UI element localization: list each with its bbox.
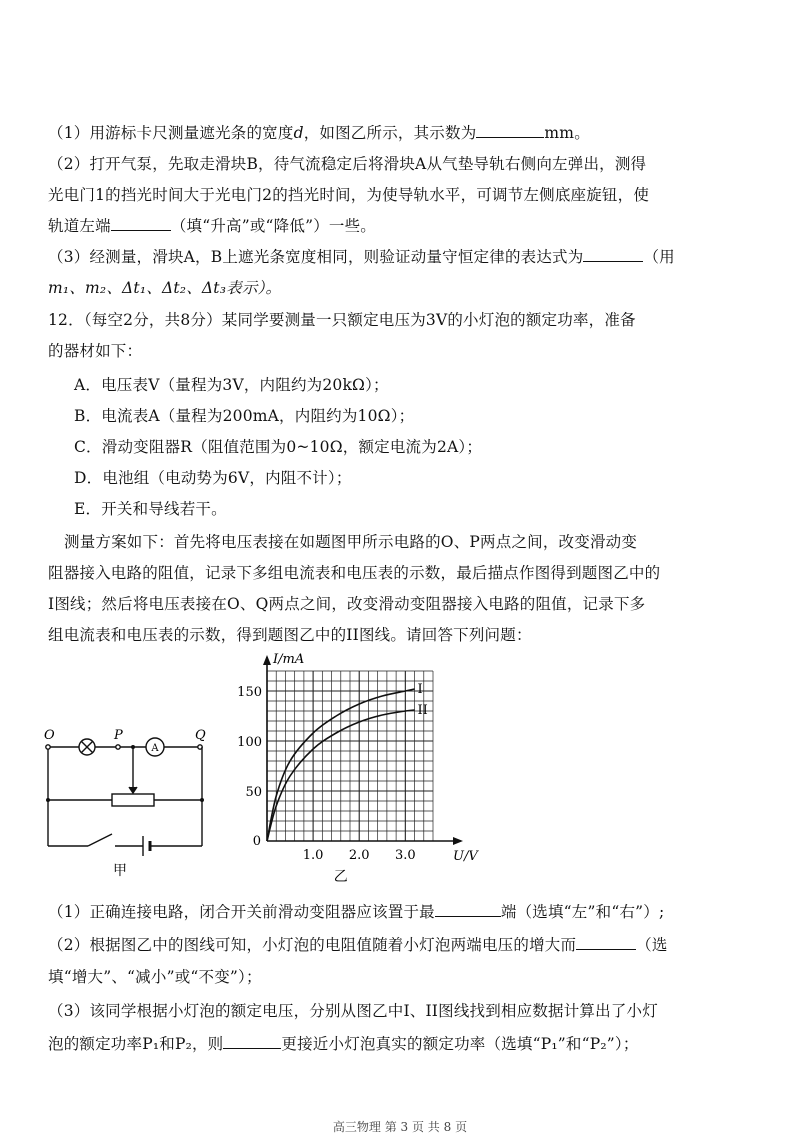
q11-part2-line1: （2）打开气泵，先取走滑块B，待气流稳定后将滑块A从气垫导轨右侧向左弹出，测得: [48, 155, 647, 173]
equipment-item: D．电池组（电动势为6V，内阻不计）；: [74, 469, 352, 487]
chart-labels: [237, 652, 479, 885]
answer-blank[interactable]: [583, 246, 643, 262]
series-label-2: II: [417, 703, 428, 718]
label-q: Q: [195, 728, 206, 743]
answer-blank[interactable]: [435, 901, 501, 917]
equipment-item: E．开关和导线若干。: [74, 500, 227, 518]
q12-sub3-line1: （3）该同学根据小灯泡的额定电压，分别从图乙中I、II图线找到相应数据计算出了小灯: [48, 1002, 658, 1020]
q12-sub1: [48, 901, 768, 923]
text: （用: [643, 248, 675, 266]
series-label-1: I: [417, 682, 423, 697]
scheme-line1: 测量方案如下：首先将电压表接在如题图甲所示电路的O、P两点之间，改变滑动变: [64, 533, 638, 551]
text: 轨道左端: [48, 217, 111, 235]
equipment-item: C．滑动变阻器R（阻值范围为0~10Ω，额定电流为2A）；: [74, 438, 483, 456]
x-tick-label: 3.0: [394, 848, 416, 863]
figure-caption-yi: 乙: [333, 869, 348, 885]
y-axis-label: I/mA: [273, 652, 305, 667]
q11-part2-line2: 光电门1的挡光时间大于光电门2的挡光时间，为使导轨水平，可调节左侧底座旋钮，使: [48, 186, 650, 204]
q12-intro-line2: 的器材如下：: [48, 342, 143, 360]
q11-part3-line2: m₁、m₂、Δt₁、Δt₂、Δt₃表示）。: [48, 279, 282, 297]
q12-sub2-line1: [48, 934, 768, 956]
q11-part1: [48, 122, 768, 144]
text: （2）根据图乙中的图线可知，小灯泡的电阻值随着小灯泡两端电压的增大而: [48, 936, 577, 954]
answer-blank[interactable]: [476, 122, 544, 138]
text: （选: [636, 936, 668, 954]
q11-part3-line1: [48, 246, 768, 268]
scheme-line2: 阻器接入电路的阻值，记录下多组电流表和电压表的示数，最后描点作图得到题图乙中的: [48, 564, 661, 582]
iu-chart: [225, 645, 495, 885]
scheme-line4: 组电流表和电压表的示数，得到题图乙中的II图线。请回答下列问题：: [48, 626, 532, 644]
x-tick-label: 2.0: [348, 848, 370, 863]
terminal-o: [46, 745, 50, 749]
q12-intro-line1: 12．（每空2分，共8分）某同学要测量一只额定电压为3V的小灯泡的额定功率，准备: [48, 311, 636, 329]
symbol-d: d: [293, 124, 304, 142]
rheostat-symbol: [112, 794, 154, 806]
text: 端（选填“左”和“右”）;: [500, 903, 665, 921]
text: （1）正确连接电路，闭合开关前滑动变阻器应该置于最: [48, 903, 435, 921]
x-axis-label: U/V: [453, 849, 478, 864]
scheme-line3: I图线；然后将电压表接在O、Q两点之间，改变滑动变阻器接入电路的阻值，记录下多: [48, 595, 646, 613]
q11-part2-line3: [48, 215, 768, 237]
answer-blank[interactable]: [223, 1033, 281, 1049]
x-tick-label: 1.0: [302, 848, 324, 863]
q12-sub3-line2: [48, 1033, 768, 1055]
y-tick-label: 150: [237, 685, 262, 700]
circuit-diagram: [40, 725, 220, 885]
ammeter-label: A: [151, 743, 159, 754]
text: 更接近小灯泡真实的额定功率（选填“P₁”和“P₂”）；: [281, 1035, 639, 1053]
label-p: P: [114, 728, 123, 743]
origin-label: 0: [252, 834, 261, 849]
text: ，如图乙所示，其示数为: [303, 124, 477, 142]
y-tick-label: 50: [245, 785, 262, 800]
text: （3）经测量，滑块A，B上遮光条宽度相同，则验证动量守恒定律的表达式为: [48, 248, 584, 266]
equipment-item: A．电压表V（量程为3V，内阻约为20kΩ）；: [74, 376, 389, 394]
answer-blank[interactable]: [576, 934, 636, 950]
equipment-item: B．电流表A（量程为200mA，内阻约为10Ω）；: [74, 407, 415, 425]
page-footer: 高三物理 第 3 页 共 8 页: [332, 1120, 468, 1134]
answer-blank[interactable]: [111, 215, 171, 231]
chart-grid: [267, 671, 433, 841]
terminal-p: [116, 745, 120, 749]
q12-sub2-line2: 填“增大”、“减小”或“不变”）；: [48, 968, 262, 986]
text: 泡的额定功率P₁和P₂，则: [48, 1035, 224, 1053]
y-axis-arrow: [263, 655, 271, 665]
text: mm。: [544, 124, 590, 142]
figure-caption-jia: 甲: [113, 863, 127, 879]
label-o: O: [44, 728, 55, 743]
y-tick-label: 100: [237, 735, 262, 750]
text: （1）用游标卡尺测量遮光条的宽度: [48, 124, 294, 142]
x-axis-arrow: [453, 837, 463, 845]
text: （填“升高”或“降低”）一些。: [170, 217, 377, 235]
